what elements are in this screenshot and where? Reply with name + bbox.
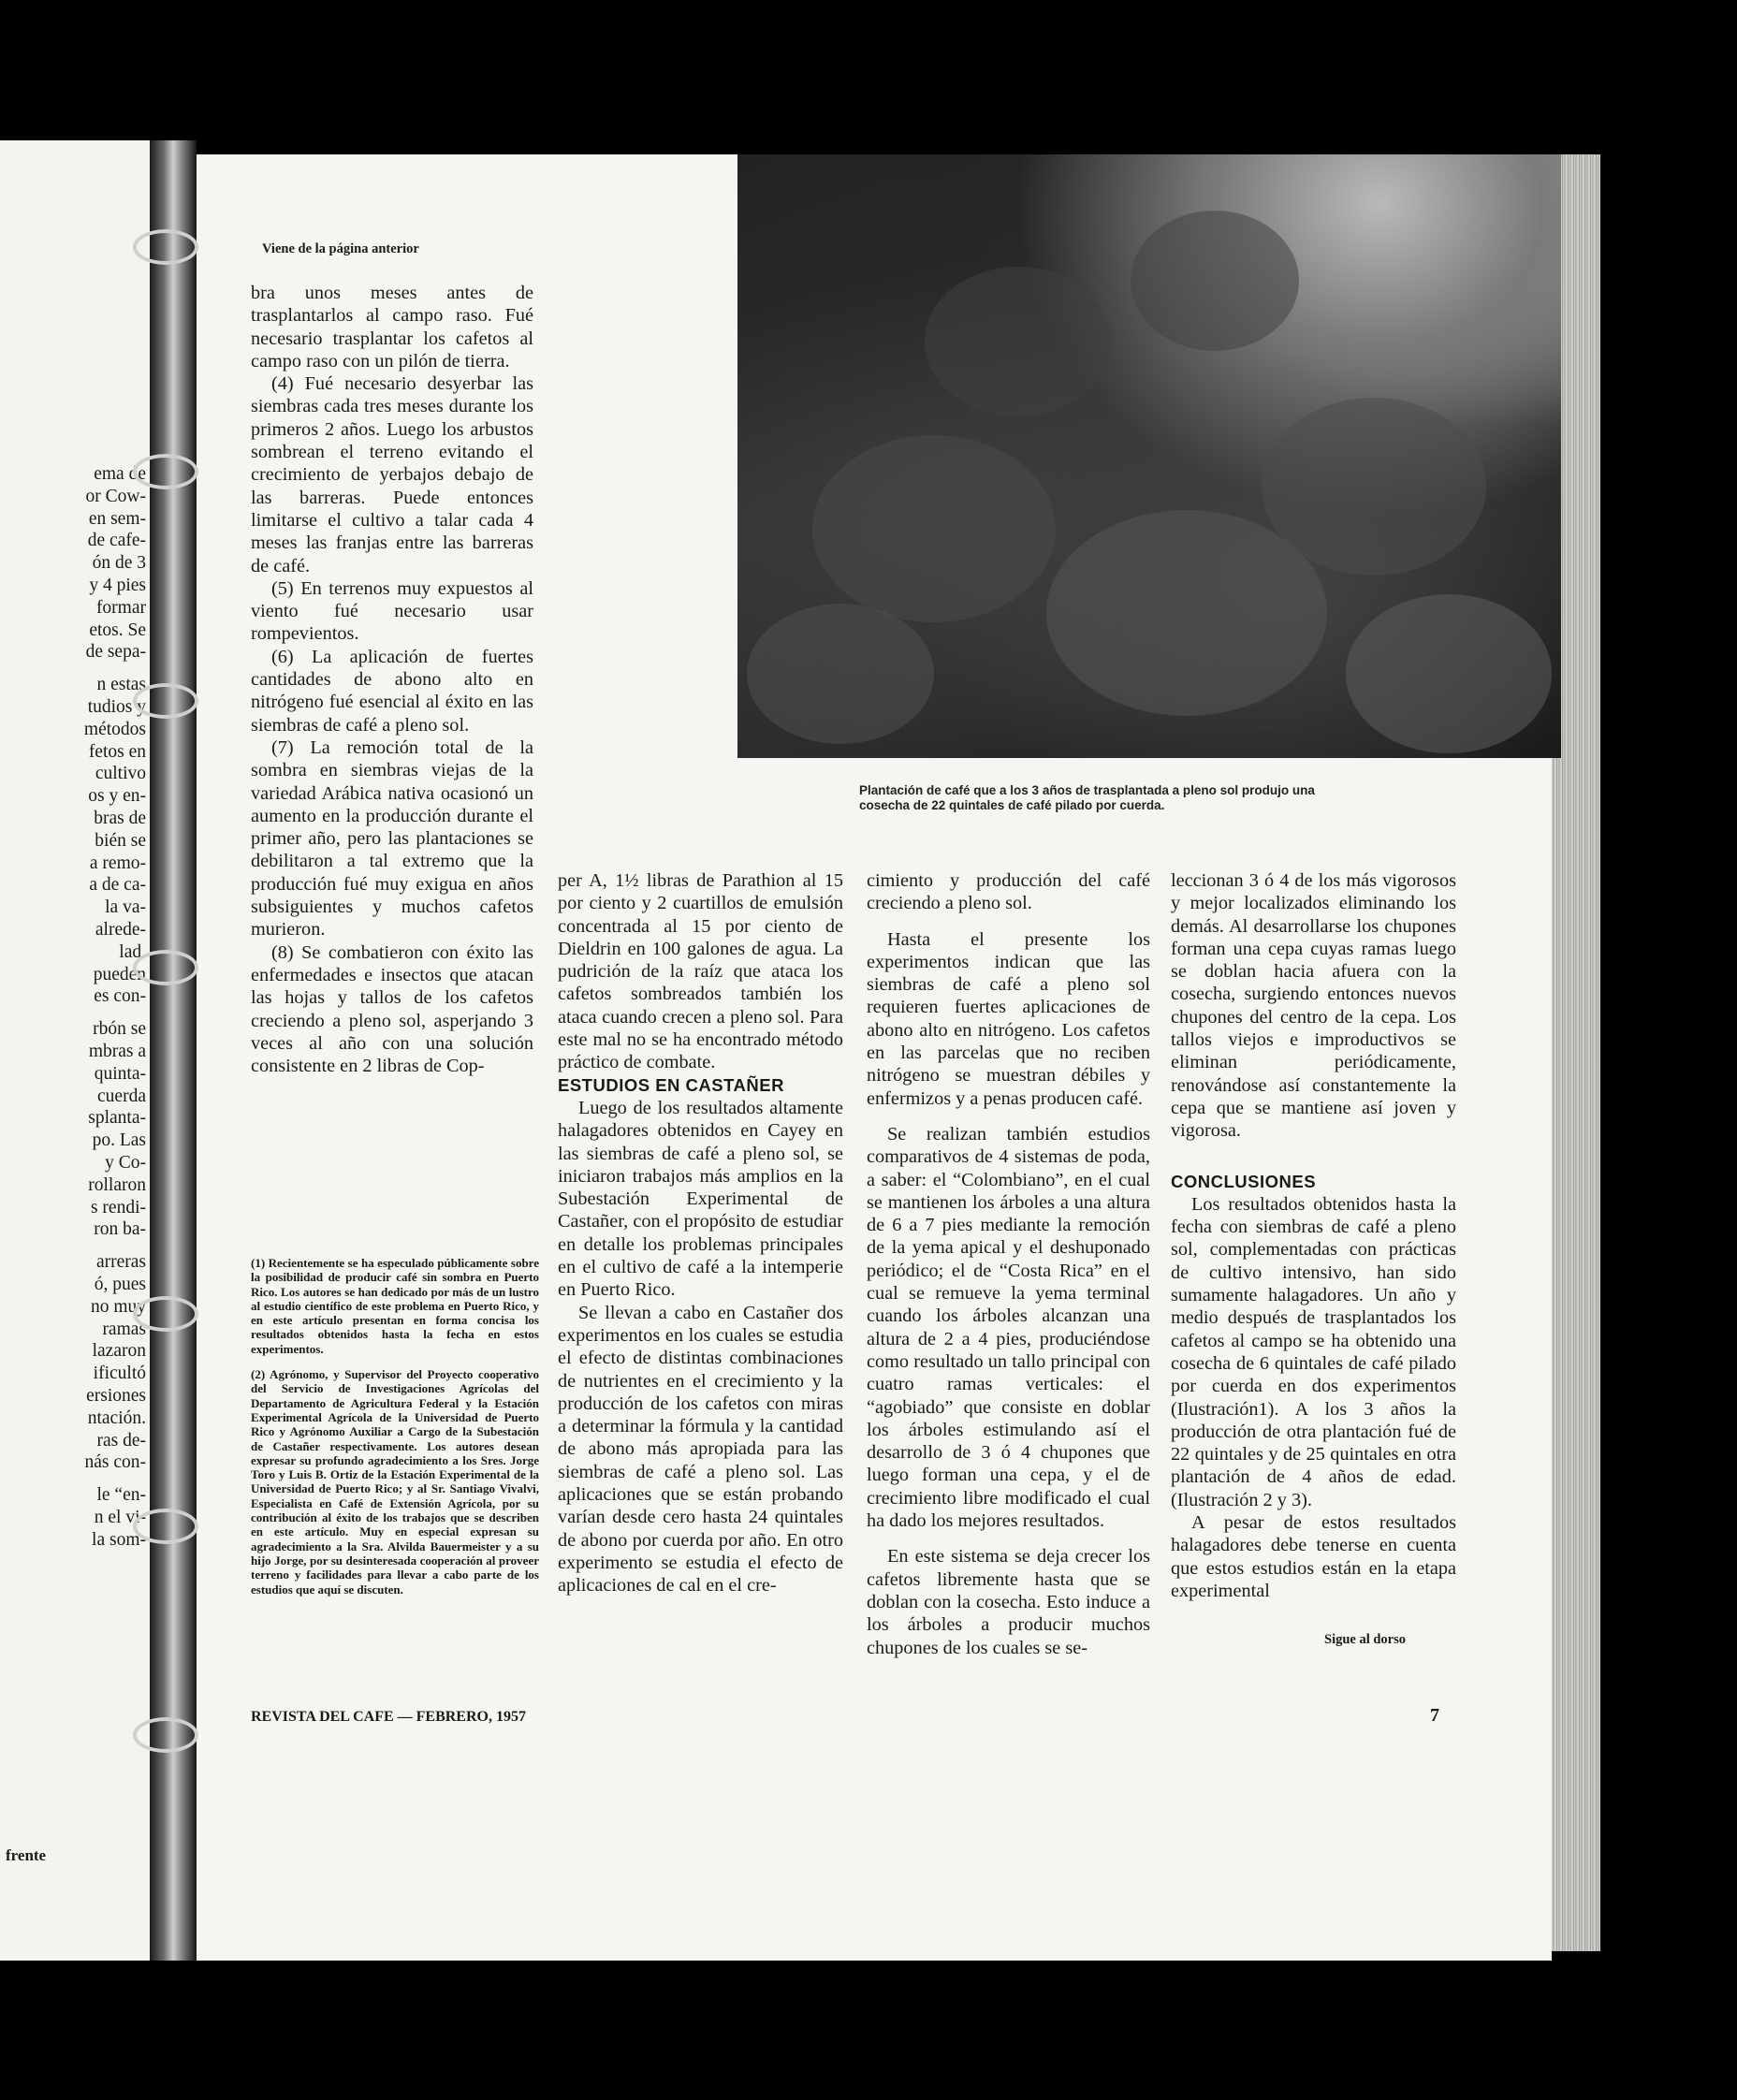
previous-page-line: lazaron bbox=[92, 1341, 146, 1362]
footnotes bbox=[251, 1256, 539, 1608]
previous-page-line: tudios y bbox=[87, 697, 146, 717]
previous-page-line: ersiones bbox=[86, 1386, 146, 1406]
previous-page-line: mbras a bbox=[88, 1042, 146, 1061]
paragraph: cimiento y producción del café creciendo a pleno sol. bbox=[867, 870, 1150, 914]
previous-page-line: bién se bbox=[95, 830, 146, 851]
paragraph: (7) La remoción total de la sombra en siembras viejas de la variedad Arábica nativa ocasionó un aumento en la producción durante el primer año, pero las plantaciones se debilitaron a tal extremo que la producción fué muy exigua en años subsiguientes y muchos cafetos murieron. bbox=[251, 736, 533, 941]
paragraph: (5) En terrenos muy expuestos al viento fué necesario usar rompevientos. bbox=[251, 577, 533, 645]
previous-page-line: le “en- bbox=[96, 1485, 146, 1506]
footnote: (1) Recientemente se ha especulado públicamente sobre la posibilidad de producir café sin sombra en Puerto Rico. Los autores se han dedicado por más de un lustro al estudio científico de este problema en Puerto Rico, y en este artículo presentan en forma concisa los resultados obtenidos hasta la fecha en estos experimentos. bbox=[251, 1256, 539, 1356]
binding-ring bbox=[133, 229, 198, 265]
previous-page-line: ntación. bbox=[87, 1407, 146, 1428]
page-footer: REVISTA DEL CAFE — FEBRERO, 1957 bbox=[251, 1709, 526, 1725]
previous-page-line: no muy bbox=[90, 1296, 146, 1317]
previous-page-line: alrede- bbox=[95, 920, 146, 940]
binding-ring bbox=[133, 950, 198, 985]
previous-page-line: s rendi- bbox=[90, 1197, 146, 1218]
binding-ring bbox=[133, 683, 198, 719]
previous-page-line: ras de- bbox=[96, 1430, 146, 1451]
previous-page-line: ificultó bbox=[93, 1364, 146, 1384]
previous-page-line: fetos en bbox=[88, 741, 146, 762]
column-4 bbox=[1171, 869, 1456, 1602]
previous-page-footer: frente bbox=[6, 1846, 47, 1864]
column-3 bbox=[867, 869, 1150, 1659]
binding-ring bbox=[133, 1296, 198, 1332]
previous-page-line: de sepa- bbox=[85, 642, 146, 663]
paragraph: En este sistema se deja crecer los cafetos libremente hasta que se doblan con la cosecha. Esto induce a los árboles a producir muchos chupones de los cuales se se- bbox=[867, 1546, 1150, 1658]
paragraph: Los resultados obtenidos hasta la fecha con siembras de café a pleno sol, complementadas con prácticas de cultivo intensivo, han sido sumamente halagadores. Un año y medio después de trasplantados los cafetos al campo se ha obtenido una cosecha de 6 quintales de café pilado por cuerda en dos experimentos (Ilustración1). A los 3 años la producción de otra plantación fué de 22 quintales y de 25 quintales en otra plantación de 4 años de edad. (Ilustración 2 y 3). bbox=[1171, 1193, 1456, 1510]
continued-on-back: Sigue al dorso bbox=[1324, 1632, 1407, 1647]
binding-ring bbox=[133, 1717, 198, 1753]
paragraph: bra unos meses antes de trasplantarlos al campo raso. Fué necesario trasplantar los cafetos al campo raso con un pilón de tierra. bbox=[251, 283, 533, 372]
previous-page-line: ó, pues bbox=[94, 1275, 146, 1294]
footnote: (2) Agrónomo, y Supervisor del Proyecto cooperativo del Servicio de Investigaciones Agrícolas del Departamento de Agricultura Federal y la Estación Experimental Agrícola de la Universidad de Puerto Rico y Agrónomo Auxiliar a Cargo de la Subestación de Castañer respectivamente. Los autores desean expresar su profundo agradecimiento a los Sres. Jorge Toro y Luis B. Ortiz de la Estación Experimental de la Universidad de Puerto Rico; y al Sr. Santiago Vivalvi, Especialista en Café de Extensión Agrícola, por su contribución al éxito de los trabajos que se describen en este artículo. Muy en especial expresan su agradecimiento a la Sra. Alvilda Bauermeister y a su hijo Jorge, por su desinteresada cooperación al proveer terreno y facilidades para llevar a cabo parte de los estudios que aquí se discuten. bbox=[251, 1367, 539, 1597]
previous-page-line: cultivo bbox=[95, 764, 146, 784]
paragraph: per A, 1½ libras de Parathion al 15 por ciento y 2 cuartillos de emulsión concentrada al 15 por ciento de Dieldrin en 100 galones de agua. La pudrición de la raíz que ataca los cafetos sombreados también los ataca cuando crecen a pleno sol. Para este mal no se ha encontrado método práctico de combate. bbox=[558, 870, 843, 1073]
previous-page-line: quinta- bbox=[94, 1063, 146, 1084]
paragraph: Se realizan también estudios comparativos de 4 sistemas de poda, a saber: el “Colombiano”, en el cual se mantienen los árboles a una altura de 6 a 7 pies mediante la remoción de la yema apical y el deshuponado periódico; el de “Costa Rica” en el cual se remueve la yema terminal cuando los árboles alcanzan una altura de 2 a 4 pies, produciéndose como resultado un tallo principal con cuatro ramas verticales: el “agobiado” que consiste en doblar los árboles estimulando así el desarrollo de 3 ó 4 chupones que luego forman una cepa, y el de crecimiento libre modificado el cual ha dado los mejores resultados. bbox=[867, 1123, 1150, 1532]
previous-page-line: n el vi- bbox=[94, 1508, 146, 1527]
section-heading: CONCLUSIONES bbox=[1171, 1171, 1317, 1191]
paragraph: Hasta el presente los experimentos indican que las siembras de café a pleno sol requieren fuertes aplicaciones de abono alto en nitrógeno. Los cafetos en las parcelas que no reciben nitrógeno se muestran débiles y enfermizos y a penas producen café. bbox=[867, 928, 1150, 1109]
previous-page-line: ema de bbox=[94, 464, 146, 484]
previous-page-line: os y en- bbox=[88, 786, 146, 807]
previous-page-line: a remo- bbox=[89, 853, 146, 873]
previous-page-line: n estas bbox=[96, 675, 146, 695]
paragraph: (4) Fué necesario desyerbar las siembras cada tres meses durante los primeros 2 años. Luego los arbustos sombrean el terreno evitando el crecimiento de yerbajos debajo de las barreras. Puede entonces limitarse el cultivo a talar cada 4 meses las franjas entre las barreras de café. bbox=[251, 373, 533, 576]
section-heading: ESTUDIOS EN CASTAÑER bbox=[558, 1074, 784, 1095]
previous-page-line: nás con- bbox=[84, 1452, 146, 1473]
previous-page-line: ón de 3 bbox=[92, 553, 146, 574]
binding-ring bbox=[133, 454, 198, 489]
previous-page-line: la som- bbox=[92, 1529, 146, 1550]
previous-page-line: rollaron bbox=[88, 1174, 146, 1195]
photo-caption: Plantación de café que a los 3 años de trasplantada a pleno sol produjo una cosecha de 22 quintales de café pilado por cuerda. bbox=[859, 783, 1315, 812]
previous-page bbox=[0, 140, 159, 1961]
previous-page-line: ramas bbox=[102, 1319, 146, 1339]
paragraph: A pesar de estos resultados halagadores debe tenerse en cuenta que estos estudios están en la etapa experimental bbox=[1171, 1512, 1456, 1601]
previous-page-line: métodos bbox=[83, 719, 146, 739]
previous-page-line: formar bbox=[95, 597, 146, 618]
coffee-plantation-photo bbox=[737, 154, 1561, 758]
previous-page-line: splanta- bbox=[88, 1108, 146, 1129]
previous-page-line: la va- bbox=[105, 897, 146, 918]
column-1 bbox=[251, 282, 533, 1077]
paragraph: leccionan 3 ó 4 de los más vigorosos y mejor localizados eliminando los demás. Al desarrollarse los chupones forman una cepa cuyas ramas luego se doblan hacia afuera con la cosecha, surgiendo entonces nuevos chupones del centro de la cepa. Los tallos viejos e improductivos se eliminan periódicamente, renovándose así constantemente la cepa que se mantiene así joven y vigorosa. bbox=[1171, 870, 1456, 1142]
previous-page-line: arreras bbox=[95, 1252, 146, 1273]
previous-page-line: y Co- bbox=[105, 1153, 146, 1173]
previous-page-line: cuerda bbox=[97, 1086, 146, 1106]
previous-page-line: bras de bbox=[94, 809, 146, 828]
paragraph: (6) La aplicación de fuertes cantidades de abono alto en nitrógeno fué esencial al éxito en las siembras de café a pleno sol. bbox=[251, 646, 533, 736]
previous-page-line: po. Las bbox=[92, 1130, 146, 1151]
previous-page-line: rbón se bbox=[93, 1019, 146, 1040]
previous-page-line: de cafe- bbox=[87, 531, 146, 551]
paragraph: Se llevan a cabo en Castañer dos experimentos en los cuales se estudia el efecto de distintas combinaciones de nutrientes en el crecimiento y la producción de los cafetos con miras a determinar la fórmula y la cantidad de abono más apropiada para las siembras de café a pleno sol. Las aplicaciones que se están probando varían desde cero hasta 24 quintales de abono por cuerda por año. En otro experimento se estudia el efecto de aplicaciones de cal en el cre- bbox=[558, 1302, 843, 1597]
continued-from-header: Viene de la página anterior bbox=[262, 241, 419, 256]
previous-page-line: y 4 pies bbox=[89, 576, 146, 595]
previous-page-line: ron ba- bbox=[94, 1219, 146, 1240]
paragraph: Luego de los resultados altamente halagadores obtenidos en Cayey en las siembras de café a pleno sol, se iniciaron trabajos más amplios en la Subestación Experimental de Castañer, con el propósito de estudiar en detalle los problemas principales en el cultivo de café a la intemperie en Puerto Rico. bbox=[558, 1097, 843, 1301]
binding-ring bbox=[133, 1509, 198, 1544]
previous-page-line: lad. bbox=[119, 941, 146, 962]
page-number: 7 bbox=[1430, 1705, 1439, 1726]
previous-page-line: or Cow- bbox=[85, 486, 146, 506]
previous-page-line: etos. Se bbox=[89, 620, 146, 640]
previous-page-line: a de ca- bbox=[89, 875, 146, 896]
column-2 bbox=[558, 869, 843, 1597]
previous-page-line: en sem- bbox=[88, 508, 146, 529]
previous-page-line: es con- bbox=[94, 986, 146, 1007]
spiral-binding bbox=[150, 140, 197, 1961]
paragraph: (8) Se combatieron con éxito las enfermedades e insectos que atacan las hojas y tallos de los cafetos creciendo a pleno sol, asperjando 3 veces al año con una solución consistente en 2 libras de Cop- bbox=[251, 941, 533, 1077]
previous-page-line: pueden bbox=[93, 964, 146, 984]
